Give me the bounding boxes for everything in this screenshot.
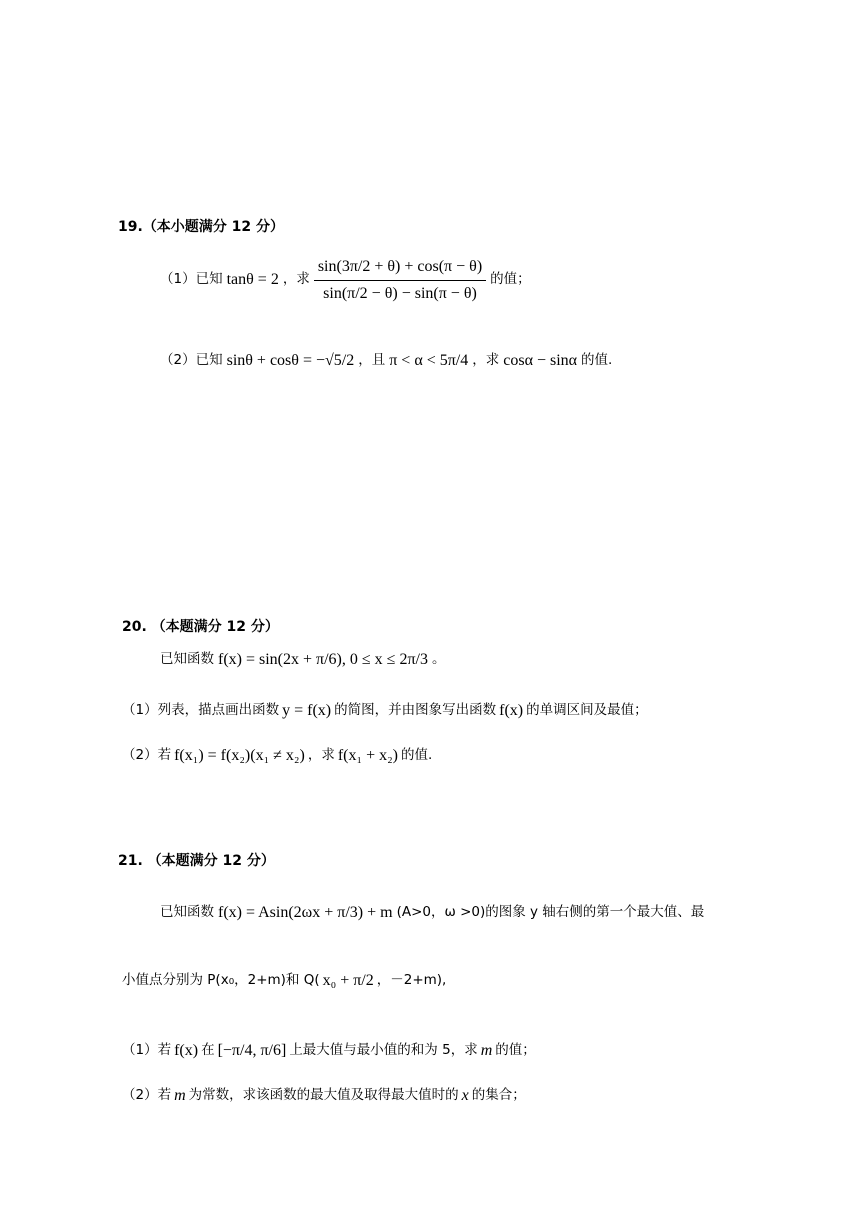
q20-part1-f1: y = f(x) [282, 702, 332, 719]
q21-line2-expr: x₀ + π/2 [322, 972, 374, 989]
q20-part2 [122, 748, 432, 764]
q19-part2-condition: sinθ + cosθ = −√5/2 [226, 352, 355, 369]
q21-part1-f: f(x) [174, 1042, 199, 1059]
q21-line2-b: ，－2+m), [376, 972, 447, 989]
q21-condition: (A>0， [396, 904, 445, 921]
q21-part2-a: （2）若 [122, 1087, 172, 1104]
q21-part2-b: 为常数，求该函数的最大值及取得最大值时的 [188, 1087, 459, 1104]
q20-part2-f1: f(x₁) = f(x₂)(x₁ ≠ x₂) [174, 747, 305, 764]
q21-intro-line [160, 905, 704, 921]
q19-part2-mid2: ，求 [472, 352, 500, 369]
q19-part2-suffix: 的值. [581, 352, 613, 369]
q19-part2-mid: ，且 [358, 352, 386, 369]
q21-line2 [122, 973, 446, 989]
q19-part1-numerator: sin(3π/2 + θ) + cos(π − θ) [314, 252, 486, 281]
q19-part1-suffix: 的值； [490, 271, 531, 288]
q21-part1-a: （1）若 [122, 1042, 172, 1059]
q19-part1-condition: tanθ = 2 [226, 271, 279, 289]
q20-part2-f2: f(x₁ + x₂) [337, 747, 399, 764]
q21-part2-c: 的集合； [471, 1087, 526, 1104]
q19-part1-denominator: sin(π/2 − θ) − sin(π − θ) [323, 284, 477, 302]
q19-part1-fraction [314, 252, 486, 308]
q21-part2-x: x [461, 1087, 469, 1104]
q19-part1-mid: ，求 [282, 271, 310, 288]
q21-function: f(x) = Asin(2ωx + π/3) + m [218, 904, 393, 921]
q20-part2-c: 的值. [401, 747, 433, 764]
q21-header: 21. （本题满分 12 分） [118, 853, 275, 869]
q21-part1 [122, 1043, 536, 1059]
q20-part2-b: ，求 [307, 747, 335, 764]
q20-header: 20. （本题满分 12 分） [122, 619, 279, 635]
q19-part1-prefix: （1）已知 [160, 271, 223, 288]
q19-part2-target: cosα − sinα [503, 352, 578, 369]
q21-part1-interval: [−π/4, π/6] [217, 1042, 287, 1059]
q21-part1-m: m [480, 1042, 493, 1059]
q21-part1-b: 在 [201, 1042, 215, 1059]
q19-part1 [160, 252, 531, 308]
q21-intro: 已知函数 [160, 904, 214, 921]
q21-condition2: ω >0)的图象 y 轴右侧的第一个最大值、最 [444, 904, 705, 921]
q20-intro-line [160, 652, 445, 668]
q21-line2-a: 小值点分别为 P(x₀，2+m)和 Q( [122, 972, 320, 989]
q20-intro: 已知函数 [160, 651, 214, 668]
q21-part1-c: 上最大值与最小值的和为 5，求 [289, 1042, 478, 1059]
q20-part1-f2: f(x) [499, 702, 524, 719]
q20-part1 [122, 703, 648, 719]
q21-part1-d: 的值； [495, 1042, 536, 1059]
q19-part2-range: π < α < 5π/4 [389, 352, 469, 369]
q19-part2 [160, 353, 612, 369]
q20-part1-b: 的简图，并由图象写出函数 [334, 702, 497, 719]
q20-part1-a: （1）列表，描点画出函数 [122, 702, 280, 719]
q19-header: 19.（本小题满分 12 分） [118, 219, 285, 235]
q20-intro-end: 。 [431, 651, 446, 668]
q19-part2-prefix: （2）已知 [160, 352, 223, 369]
q20-function: f(x) = sin(2x + π/6), 0 ≤ x ≤ 2π/3 [218, 651, 428, 668]
q20-part2-a: （2）若 [122, 747, 172, 764]
q21-part2-m: m [174, 1087, 186, 1104]
q20-part1-c: 的单调区间及最值； [526, 702, 648, 719]
q21-part2 [122, 1088, 526, 1104]
